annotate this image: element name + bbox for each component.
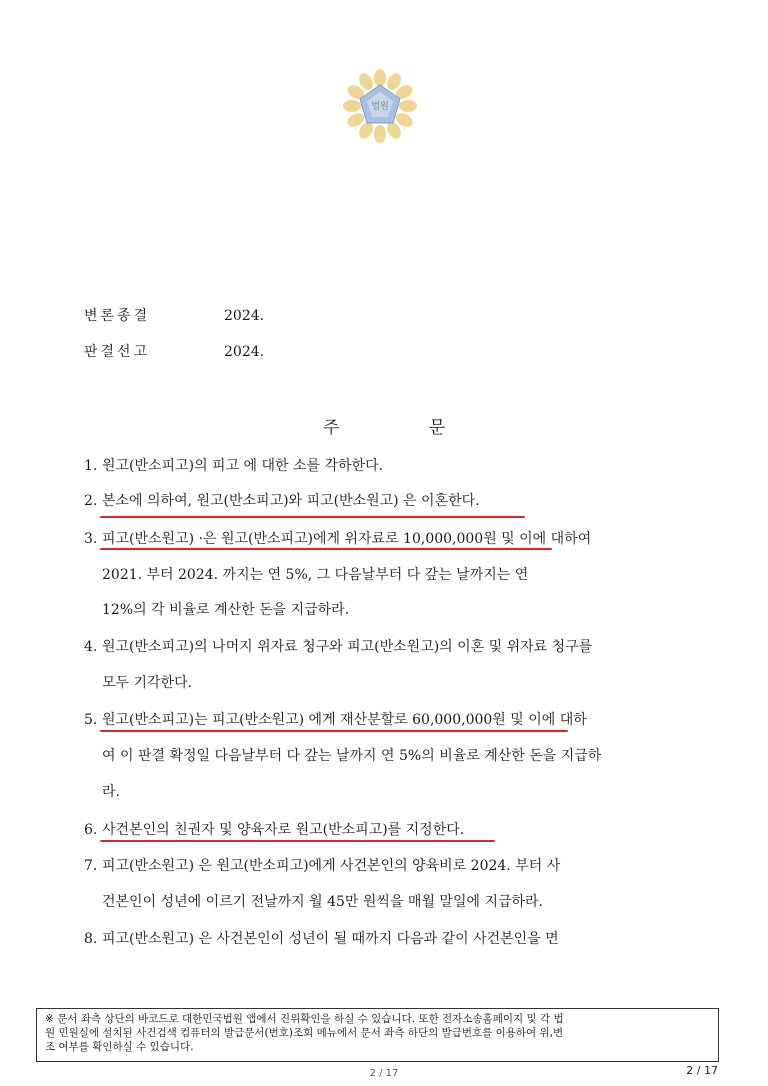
order-line bbox=[102, 566, 528, 584]
page-number-right: 2 / 17 bbox=[686, 1064, 718, 1077]
order-line bbox=[102, 601, 349, 619]
judgment-date: 2024. bbox=[224, 344, 265, 360]
order-text: 여 이 판결 확정일 다음날부터 다 갚는 날까지 연 5%의 비율로 계산한 돈을 지급하 bbox=[102, 748, 602, 764]
order-number: 6. bbox=[84, 822, 98, 838]
closing-argument-date: 2024. bbox=[224, 308, 265, 324]
judgment-date-row bbox=[84, 343, 264, 361]
order-number: 3. bbox=[84, 531, 98, 547]
seal-text: 법원 bbox=[371, 102, 389, 112]
verification-notice bbox=[36, 1008, 719, 1062]
order-text: 원고(반소피고)는 피고(반소원고) 에게 재산분할로 60,000,000원 및 이에 대하 bbox=[102, 712, 587, 728]
order-number: 2. bbox=[84, 493, 98, 509]
notice-line: 조 여부를 확인하실 수 있습니다. bbox=[45, 1041, 194, 1053]
order-text: 12%의 각 비율로 계산한 돈을 지급하라. bbox=[102, 602, 350, 618]
red-underline-custody bbox=[100, 840, 495, 842]
closing-argument-row bbox=[84, 307, 264, 325]
page-number-center: 2 / 17 bbox=[369, 1068, 399, 1079]
order-number: 5. bbox=[84, 712, 98, 728]
order-number: 1. bbox=[84, 458, 98, 474]
notice-line: 원 민원실에 설치된 사건검색 컴퓨터의 발급문서(번호)조회 메뉴에서 문서 좌측 하단의 발급번호를 이용하여 위,변 bbox=[45, 1027, 564, 1039]
court-seal-emblem bbox=[338, 68, 422, 144]
order-number: 4. bbox=[84, 639, 98, 655]
notice-line: ※ 문서 좌측 상단의 바코드로 대한민국법원 앱에서 진위확인을 하실 수 있습니다. 또한 전자소송홈페이지 및 각 법 bbox=[45, 1013, 564, 1025]
order-line bbox=[84, 530, 591, 548]
order-line bbox=[84, 492, 480, 510]
order-number: 8. bbox=[84, 931, 98, 947]
order-text: 피고(반소원고) ·은 원고(반소피고)에게 위자료로 10,000,000원 및 이에 대하여 bbox=[102, 531, 592, 547]
order-line bbox=[84, 857, 560, 875]
order-text: 모두 기각한다. bbox=[102, 675, 193, 691]
order-title: 주 문 bbox=[322, 418, 488, 438]
order-line bbox=[102, 747, 601, 765]
order-line bbox=[102, 674, 192, 692]
red-underline-property-division bbox=[100, 730, 568, 732]
order-text: 원고(반소피고)의 나머지 위자료 청구와 피고(반소원고)의 이혼 및 위자료 청구를 bbox=[102, 639, 593, 655]
order-line bbox=[84, 930, 559, 948]
order-line bbox=[102, 783, 120, 801]
order-text: 사건본인의 친권자 및 양육자로 원고(반소피고)를 지정한다. bbox=[102, 822, 465, 838]
closing-argument-label: 변론종결 bbox=[84, 308, 151, 324]
order-number: 7. bbox=[84, 858, 98, 874]
order-text: 피고(반소원고) 은 사건본인이 성년이 될 때까지 다음과 같이 사건본인을 면 bbox=[102, 931, 559, 947]
order-line bbox=[84, 457, 383, 475]
judgment-date-label: 판결선고 bbox=[84, 344, 151, 360]
order-text: 2021. 부터 2024. 까지는 연 5%, 그 다음날부터 다 갚는 날까지는 연 bbox=[102, 567, 529, 583]
order-text: 본소에 의하여, 원고(반소피고)와 피고(반소원고) 은 이혼한다. bbox=[102, 493, 480, 509]
order-line bbox=[84, 711, 587, 729]
order-line bbox=[102, 893, 543, 911]
order-text: 라. bbox=[102, 784, 120, 800]
order-text: 건본인이 성년에 이르기 전날까지 월 45만 원씩을 매월 말일에 지급하라. bbox=[102, 894, 543, 910]
red-underline-divorce bbox=[100, 516, 525, 518]
order-text: 원고(반소피고)의 피고 에 대한 소를 각하한다. bbox=[102, 458, 384, 474]
order-line bbox=[84, 821, 464, 839]
red-underline-consolation bbox=[100, 548, 552, 550]
order-line bbox=[84, 638, 592, 656]
order-text: 피고(반소원고) 은 원고(반소피고)에게 사건본인의 양육비로 2024. 부터 사 bbox=[102, 858, 561, 874]
